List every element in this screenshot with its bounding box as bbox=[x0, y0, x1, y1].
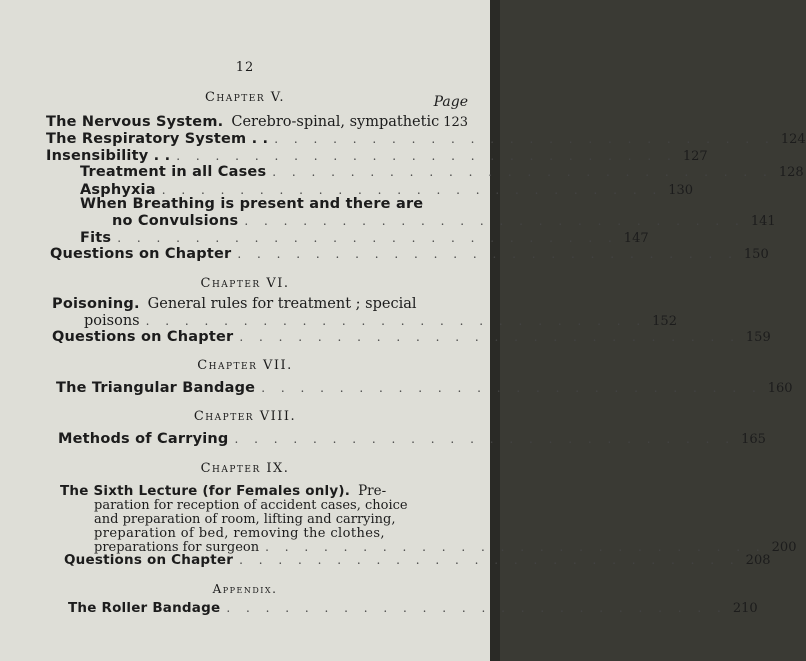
entry-title: The Roller Bandage bbox=[68, 600, 221, 616]
entry-title: Questions on Chapter bbox=[50, 246, 232, 262]
toc-entry-treatment: Treatment in all Cases . . . . . . . . . . . . . . . . . . . . . . . . . . 128 bbox=[80, 164, 804, 180]
entry-title: The Triangular Bandage bbox=[56, 380, 256, 396]
entry-description-line: and preparation of room, lifting and carrying, bbox=[94, 512, 396, 527]
entry-page: 160 bbox=[767, 381, 793, 396]
toc-entry-breathing: no Convulsions . . . . . . . . . . . . . . . . . . . . . . . . . . 141 bbox=[112, 213, 776, 229]
toc-entry-roller-bandage: The Roller Bandage . . . . . . . . . . . . . . . . . . . . . . . . . . 210 bbox=[68, 600, 758, 616]
page-number: 12 bbox=[235, 60, 255, 75]
entry-page: 159 bbox=[745, 330, 771, 345]
entry-title: When Breathing is present and there are bbox=[80, 196, 424, 212]
entry-page: 200 bbox=[771, 540, 797, 555]
entry-description: General rules for treatment ; special bbox=[147, 296, 417, 312]
page-column-header: Page bbox=[433, 94, 468, 110]
entry-title: Questions on Chapter bbox=[64, 552, 234, 568]
entry-title: The Sixth Lecture (for Females only). bbox=[60, 483, 351, 499]
toc-entry-breathing-line1 bbox=[80, 196, 423, 212]
toc-entry-insensibility: Insensibility . . . . . . . . . . . . . . . . . . . . . . . . . . . . 127 bbox=[46, 148, 708, 164]
toc-entry-sixth-lecture: preparations for surgeon . . . . . . . . . . . . . . . . . . . . . . . . . . 200 bbox=[94, 540, 797, 555]
entry-page: 130 bbox=[668, 183, 694, 198]
toc-entry-sixth-lecture-line1 bbox=[60, 483, 386, 499]
entry-title: Questions on Chapter bbox=[52, 329, 234, 345]
appendix-heading: Appendix. bbox=[212, 582, 278, 596]
chapter-heading-viii: Chapter VIII. bbox=[193, 409, 297, 424]
entry-page: 210 bbox=[732, 601, 758, 616]
entry-title: The Respiratory System . . bbox=[46, 131, 269, 147]
toc-entry-questions-vi: Questions on Chapter . . . . . . . . . . . . . . . . . . . . . . . . . . 159 bbox=[52, 329, 771, 345]
chapter-heading-vii: Chapter VII. bbox=[197, 358, 293, 373]
entry-page: 124 bbox=[780, 132, 806, 147]
toc-entry-fits: Fits . . . . . . . . . . . . . . . . . . . . . . . . . . 147 bbox=[80, 230, 649, 246]
toc-entry-questions-v: Questions on Chapter . . . . . . . . . . . . . . . . . . . . . . . . . . 150 bbox=[50, 246, 769, 262]
entry-title: Fits bbox=[80, 230, 112, 246]
entry-title: The Nervous System. bbox=[46, 114, 224, 130]
entry-page: 123 bbox=[443, 115, 469, 130]
toc-entry-asphyxia: Asphyxia . . . . . . . . . . . . . . . . . . . . . . . . . . 130 bbox=[80, 182, 694, 198]
entry-page: 208 bbox=[745, 553, 771, 568]
entry-page: 127 bbox=[682, 149, 708, 164]
entry-title: Asphyxia bbox=[80, 182, 156, 198]
toc-entry-poisoning: poisons . . . . . . . . . . . . . . . . . . . . . . . . . . 152 bbox=[84, 313, 677, 329]
chapter-heading-vi: Chapter VI. bbox=[200, 276, 290, 291]
entry-title: Treatment in all Cases bbox=[80, 164, 267, 180]
entry-title: Insensibility . . bbox=[46, 148, 171, 164]
entry-page: 128 bbox=[778, 165, 804, 180]
chapter-heading-v: Chapter V. bbox=[204, 90, 286, 105]
entry-page: 147 bbox=[623, 231, 649, 246]
toc-entry-respiratory-system: The Respiratory System . . . . . . . . . . . . . . . . . . . . . . . . . . . . 124 bbox=[46, 131, 806, 147]
chapter-heading-ix: Chapter IX. bbox=[200, 461, 290, 476]
entry-page: 165 bbox=[741, 432, 766, 447]
toc-entry-questions-ix: Questions on Chapter . . . . . . . . . . . . . . . . . . . . . . . . . . 208 bbox=[64, 552, 771, 568]
entry-description-continued: poisons bbox=[84, 313, 140, 329]
toc-entry-methods-of-carrying: Methods of Carrying . . . . . . . . . . . . . . . . . . . . . . . . . . 165 bbox=[58, 431, 766, 447]
entry-description-continued: preparations for surgeon bbox=[94, 540, 260, 555]
toc-entry-nervous-system bbox=[46, 114, 469, 131]
entry-page: 141 bbox=[750, 214, 776, 229]
entry-description: Cerebro-spinal, sympathetic bbox=[231, 114, 440, 130]
entry-description-line: paration for reception of accident cases, choice bbox=[94, 498, 408, 513]
entry-description: Pre- bbox=[358, 483, 387, 499]
entry-title-continued: no Convulsions bbox=[112, 213, 239, 229]
toc-entry-triangular-bandage: The Triangular Bandage . . . . . . . . . . . . . . . . . . . . . . . . . . 160 bbox=[56, 380, 793, 396]
entry-page: 152 bbox=[652, 314, 677, 329]
entry-title: Methods of Carrying bbox=[58, 431, 229, 447]
toc-entry-poisoning-line1 bbox=[52, 296, 417, 312]
entry-description-line: preparation of bed, removing the clothes, bbox=[94, 526, 385, 541]
entry-title: Poisoning. bbox=[52, 296, 140, 312]
entry-page: 150 bbox=[743, 247, 769, 262]
